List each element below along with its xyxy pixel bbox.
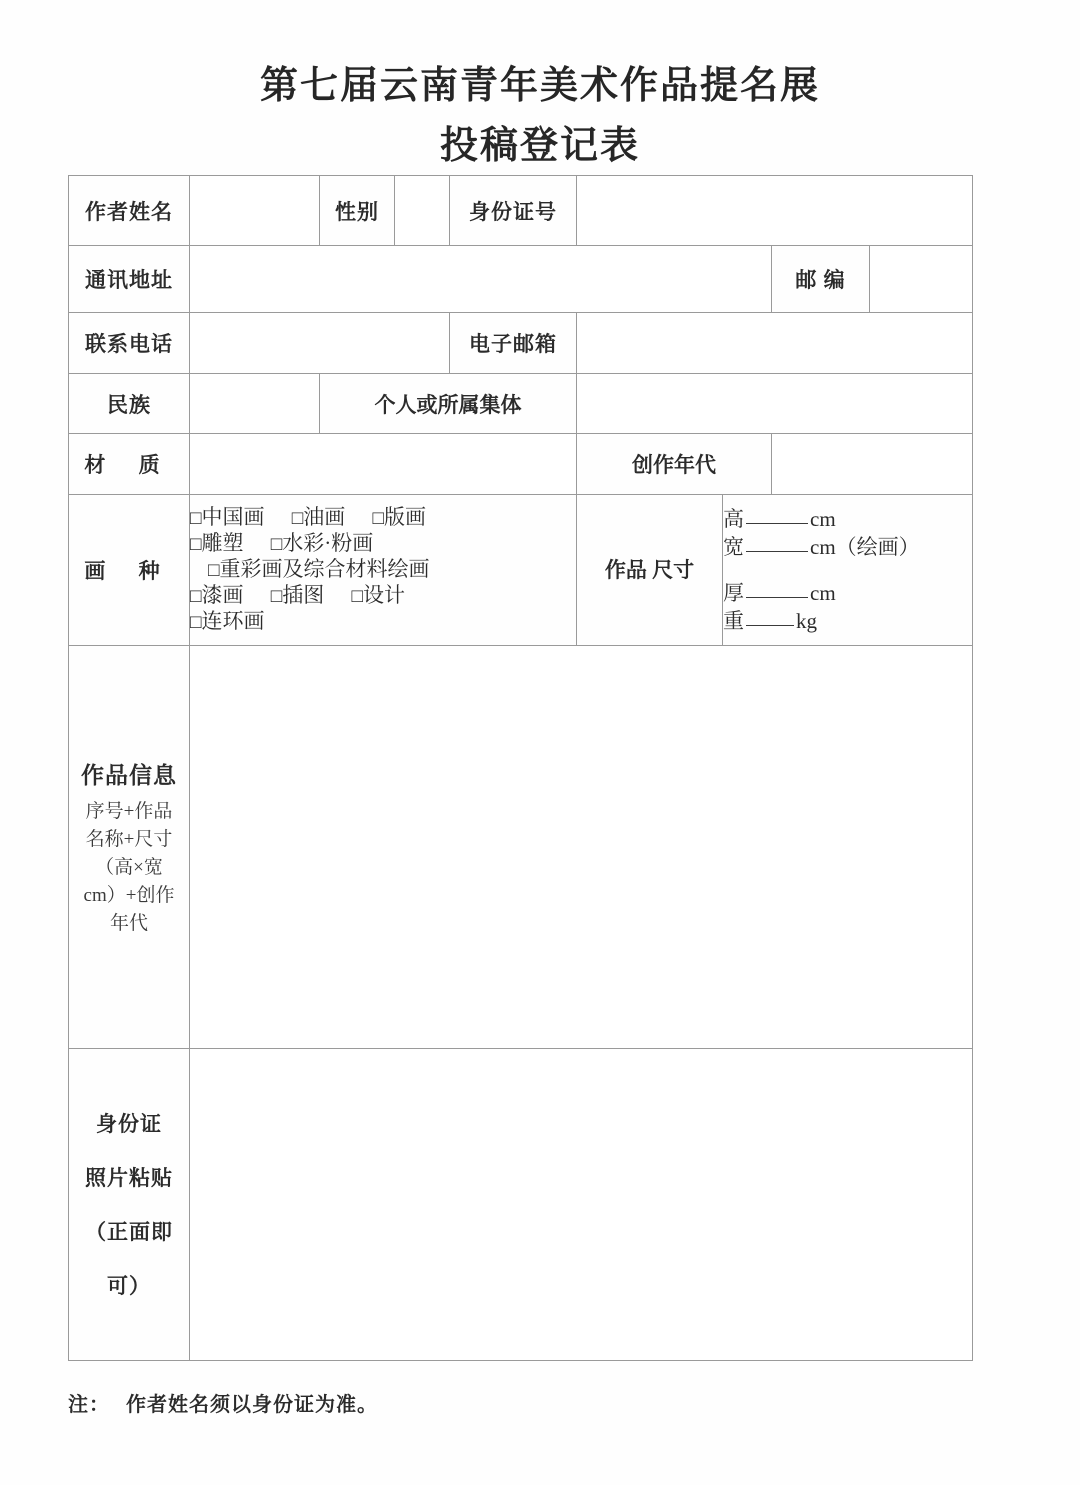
work-size-label-line1: 作品 (604, 558, 647, 582)
row-painting-type (69, 495, 973, 646)
row-ethnicity (69, 374, 973, 434)
address-field[interactable] (190, 246, 772, 313)
row-material (69, 434, 973, 495)
postcode-label: 邮 编 (772, 246, 870, 313)
checkbox-heavy-color-mixed-media[interactable] (208, 557, 429, 583)
creation-year-label: 创作年代 (577, 434, 772, 495)
document-title (0, 58, 1080, 174)
address-label: 通讯地址 (69, 246, 190, 313)
checkbox-design[interactable] (351, 583, 404, 609)
work-size-fields (723, 495, 973, 646)
checkbox-chinese-painting[interactable] (190, 505, 264, 531)
checkbox-icon: □ (190, 612, 202, 633)
id-photo-label-line4: 可） (107, 1273, 151, 1298)
work-info-subtitle-4: cm）+创作 (83, 884, 175, 906)
submission-form-table (68, 175, 973, 1361)
painting-type-options (190, 495, 577, 646)
work-info-subtitle-3: （高×宽 (95, 856, 163, 878)
id-photo-label-line1: 身份证 (96, 1111, 162, 1136)
footer-note-text: 作者姓名须以身份证为准。 (126, 1394, 378, 1416)
row-work-info (69, 646, 973, 1049)
checkbox-icon: □ (190, 586, 202, 607)
checkbox-icon: □ (270, 534, 283, 555)
dimension-thickness-row (723, 579, 972, 607)
work-info-field[interactable] (190, 646, 973, 1049)
weight-unit: kg (796, 609, 817, 633)
work-info-title: 作品信息 (81, 762, 177, 788)
checkbox-icon: □ (351, 586, 363, 607)
option-label: 雕塑 (201, 531, 244, 555)
checkbox-icon: □ (190, 508, 202, 529)
phone-field[interactable] (190, 313, 450, 374)
height-input[interactable] (746, 523, 808, 524)
ethnicity-label: 民族 (69, 374, 190, 434)
work-size-label (577, 495, 723, 646)
painting-type-row-2 (190, 531, 576, 557)
option-label: 重彩画及综合材料绘画 (219, 557, 430, 581)
option-label: 水彩·粉画 (282, 531, 374, 555)
id-photo-label (69, 1049, 190, 1361)
affiliation-field[interactable] (577, 374, 973, 434)
email-field[interactable] (577, 313, 973, 374)
option-label: 连环画 (201, 609, 265, 633)
checkbox-icon: □ (372, 508, 384, 529)
work-info-subtitle-2: 名称+尺寸 (85, 828, 173, 850)
option-label: 版画 (383, 505, 426, 529)
checkbox-lacquer-painting[interactable] (190, 583, 243, 609)
material-field[interactable] (190, 434, 577, 495)
material-label: 材 质 (69, 434, 190, 495)
option-label: 中国画 (201, 505, 265, 529)
work-info-subtitle-1: 序号+作品 (85, 800, 173, 822)
width-input[interactable] (746, 551, 808, 552)
checkbox-print-painting[interactable] (372, 505, 425, 531)
option-label: 设计 (362, 583, 405, 607)
weight-input[interactable] (746, 625, 794, 626)
painting-type-row-3 (190, 557, 576, 583)
thickness-input[interactable] (746, 597, 808, 598)
option-label: 油画 (303, 505, 346, 529)
work-size-label-line2: 尺寸 (652, 558, 695, 582)
checkbox-illustration[interactable] (271, 583, 324, 609)
checkbox-icon: □ (208, 560, 220, 581)
height-label: 高 (723, 507, 744, 531)
checkbox-icon: □ (270, 586, 283, 607)
row-author (69, 176, 973, 246)
work-info-subtitle-5: 年代 (109, 912, 148, 934)
option-label: 插图 (282, 583, 325, 607)
footer-note (68, 1388, 378, 1417)
row-contact (69, 313, 973, 374)
height-unit: cm (810, 507, 836, 531)
email-label: 电子邮箱 (450, 313, 577, 374)
dimension-spacer (723, 561, 972, 579)
checkbox-icon: □ (291, 508, 304, 529)
id-number-field[interactable] (577, 176, 973, 246)
affiliation-label: 个人或所属集体 (320, 374, 577, 434)
width-unit: cm（绘画） (810, 535, 920, 559)
title-line-2: 投稿登记表 (439, 125, 640, 167)
checkbox-watercolor-pastel[interactable] (271, 531, 373, 557)
dimension-weight-row (723, 607, 972, 635)
gender-label: 性别 (320, 176, 395, 246)
thickness-label: 厚 (723, 581, 744, 605)
weight-label: 重 (723, 609, 744, 633)
thickness-unit: cm (810, 581, 836, 605)
checkbox-icon: □ (190, 534, 202, 555)
painting-type-label: 画 种 (69, 495, 190, 646)
postcode-field[interactable] (870, 246, 973, 313)
checkbox-sculpture[interactable] (190, 531, 243, 557)
phone-label: 联系电话 (69, 313, 190, 374)
option-label: 漆画 (201, 583, 244, 607)
dimension-width-row (723, 533, 972, 561)
width-label: 宽 (723, 535, 744, 559)
work-info-label (69, 646, 190, 1049)
title-line-1: 第七届云南青年美术作品提名展 (259, 65, 820, 107)
creation-year-field[interactable] (772, 434, 973, 495)
painting-type-row-1 (190, 505, 576, 531)
author-name-field[interactable] (190, 176, 320, 246)
author-name-label: 作者姓名 (69, 176, 190, 246)
painting-type-row-5 (190, 609, 576, 635)
row-address (69, 246, 973, 313)
checkbox-oil-painting[interactable] (292, 505, 345, 531)
footer-note-key: 注： (68, 1394, 110, 1416)
id-number-label: 身份证号 (450, 176, 577, 246)
painting-type-row-4 (190, 583, 576, 609)
row-id-photo (69, 1049, 973, 1361)
dimension-height-row (723, 505, 972, 533)
id-photo-paste-area[interactable] (190, 1049, 973, 1361)
checkbox-comic-strip[interactable] (190, 609, 264, 635)
id-photo-label-line2: 照片粘贴 (85, 1165, 173, 1190)
ethnicity-field[interactable] (190, 374, 320, 434)
gender-field[interactable] (395, 176, 450, 246)
id-photo-label-line3: （正面即 (85, 1219, 173, 1244)
